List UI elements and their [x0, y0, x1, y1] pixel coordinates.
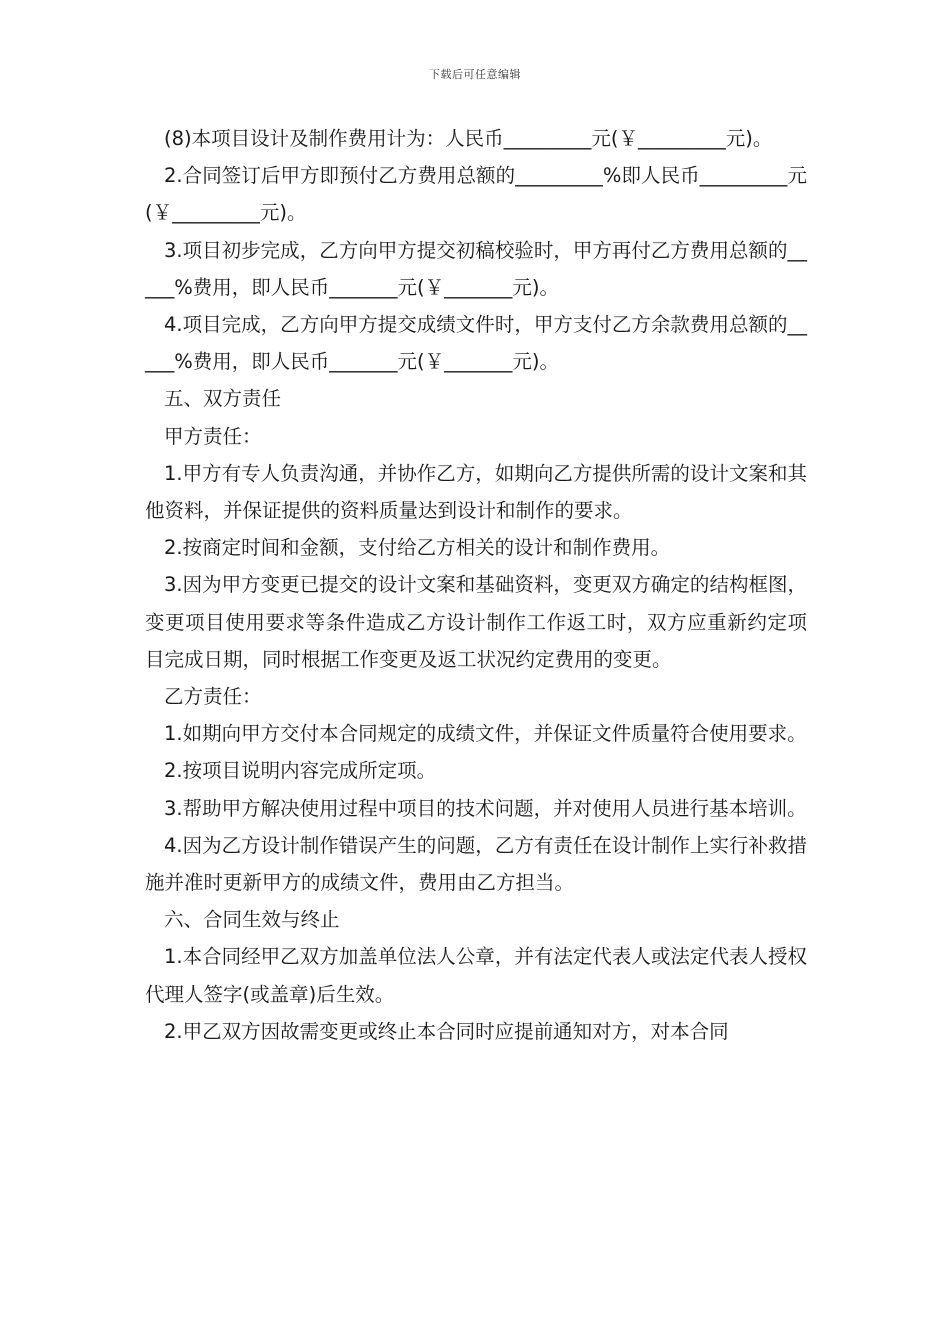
subheading-party-b: 乙方责任：: [164, 685, 262, 709]
paragraph-party-b-item-1: 1.如期向甲方交付本合同规定的成绩文件，并保证文件质量符合使用要求。: [164, 722, 807, 746]
subheading-party-a: 甲方责任：: [164, 424, 262, 448]
paragraph-effect-item-1: 1.本合同经甲乙双方加盖单位法人公章，并有法定代表人或法定代表人授权代理人签字(或盖章)后生效。: [145, 945, 807, 1006]
section-heading-responsibilities: 五、双方责任: [164, 387, 282, 411]
paragraph-party-a-item-1: 1.甲方有专人负责沟通，并协作乙方，如期向乙方提供所需的设计文案和其他资料，并保证提供的资料质量达到设计和制作的要求。: [145, 461, 807, 523]
paragraph-effect-item-2: 2.甲乙双方因故需变更或终止本合同时应提前通知对方，对本合同: [164, 1019, 729, 1043]
paragraph-final-payment: 4.项目完成，乙方向甲方提交成绩文件时，甲方支付乙方余款费用总额的_____%费用，即人民币_______元(￥_______元)。: [145, 313, 807, 374]
section-heading-effect-termination: 六、合同生效与终止: [164, 908, 340, 932]
paragraph-party-a-item-3: 3.因为甲方变更已提交的设计文案和基础资料，变更双方确定的结构框图，变更项目使用要求等条件造成乙方设计制作工作返工时，双方应重新约定项目完成日期，同时根据工作变更及返工状况约定费用的变更。: [145, 573, 807, 671]
paragraph-party-b-item-2: 2.按项目说明内容完成所定项。: [164, 759, 437, 783]
paragraph-draft-payment: 3.项目初步完成，乙方向甲方提交初稿校验时，甲方再付乙方费用总额的_____%费用，即人民币_______元(￥_______元)。: [145, 238, 807, 299]
paragraph-prepayment: 2.合同签订后甲方即预付乙方费用总额的_________%即人民币_________元(￥_________元)。: [145, 164, 807, 225]
paragraph-party-a-item-2: 2.按商定时间和金额，支付给乙方相关的设计和制作费用。: [164, 536, 671, 560]
paragraph-party-b-item-4: 4.因为乙方设计制作错误产生的问题，乙方有责任在设计制作上实行补救措施并准时更新甲方的成绩文件，费用由乙方担当。: [145, 833, 807, 895]
paragraph-party-b-item-3: 3.帮助甲方解决使用过程中项目的技术问题，并对使用人员进行基本培训。: [164, 796, 807, 820]
document-body: [145, 120, 807, 1050]
paragraph-fee-total: (8)本项目设计及制作费用计为：人民币_________元(￥_________元)。: [164, 127, 773, 150]
page-header-note: 下载后可任意编辑: [429, 68, 521, 81]
